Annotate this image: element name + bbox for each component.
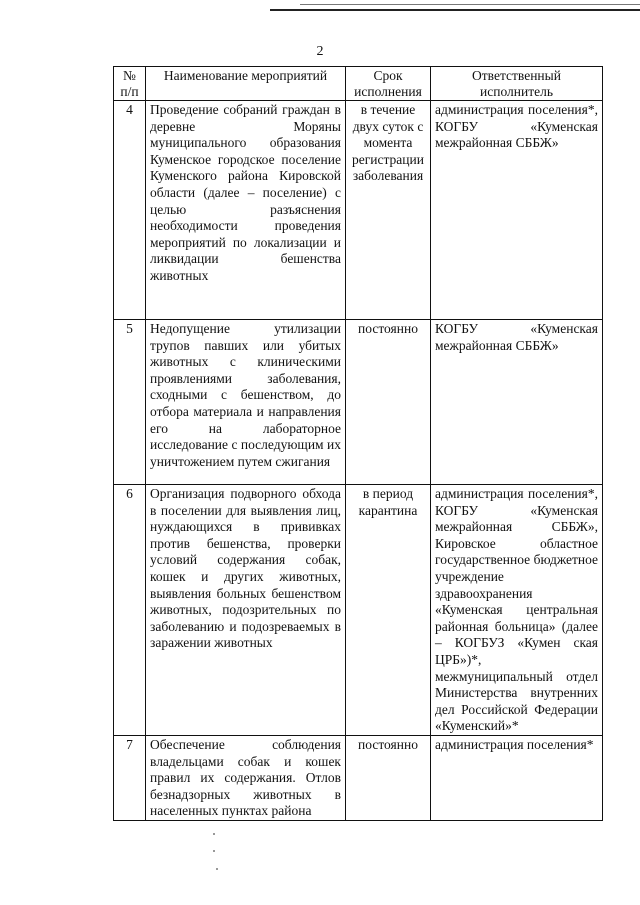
row-term: в течение двух суток с момента регистрации заболевания	[346, 101, 431, 320]
header-num: № п/п	[114, 67, 146, 101]
row-num: 7	[114, 735, 146, 820]
scan-artifact-line	[300, 4, 640, 5]
row-name: Обеспечение соблюдения владельцами собак и кошек правил их содержания. Отлов безнадзорных животных в населенных пунктах района	[146, 735, 346, 820]
table-row	[114, 735, 603, 820]
scan-speck	[216, 868, 218, 870]
header-term: Срок исполнения	[346, 67, 431, 101]
row-term: постоянно	[346, 735, 431, 820]
measures-table	[113, 66, 603, 821]
row-num: 6	[114, 485, 146, 736]
table-row	[114, 485, 603, 736]
row-responsible: администрация поселения*	[431, 735, 603, 820]
header-responsible: Ответственный исполнитель	[431, 67, 603, 101]
row-responsible: администрация поселения*, КОГБУ «Куменская межрайонная СББЖ», Кировское областное государственное бюджетное учреждение здравоохранения «Куменская центральная районная больница» (далее – КОГБУЗ «Кумен ская ЦРБ»)*, межмуниципальный отдел Министерства внутренних дел Российской Федерации «Куменский»*	[431, 485, 603, 736]
row-responsible: КОГБУ «Куменская межрайонная СББЖ»	[431, 320, 603, 485]
row-responsible: администрация поселения*, КОГБУ «Куменская межрайонная СББЖ»	[431, 101, 603, 320]
table-header-row	[114, 67, 603, 101]
header-name: Наименование мероприятий	[146, 67, 346, 101]
row-num: 5	[114, 320, 146, 485]
row-term: в период карантина	[346, 485, 431, 736]
row-name: Недопущение утилизации трупов павших или убитых животных с клиническими проявлениями заболевания, сходными с бешенством, до отбора материала и направления его на лабораторное исследование с последующим их уничтожением путем сжигания	[146, 320, 346, 485]
scan-speck	[213, 833, 215, 835]
scan-artifact-line	[270, 9, 640, 11]
row-num: 4	[114, 101, 146, 320]
table-row	[114, 101, 603, 320]
scan-speck	[213, 850, 215, 852]
row-name: Проведение собраний граждан в деревне Моряны муниципального образования Куменское городское поселение Куменского района Кировской области (далее – поселение) с целью разъяснения необходимости проведения мероприятий по локализации и ликвидации бешенства животных	[146, 101, 346, 320]
row-term: постоянно	[346, 320, 431, 485]
table-row	[114, 320, 603, 485]
page-number: 2	[316, 44, 324, 59]
row-name: Организация подворного обхода в поселении для выявления лиц, нуждающихся в прививках против бешенства, проверки условий содержания собак, кошек и других животных, выявления больных бешенством животных, подозрительных по заболеванию и подозреваемых в заражении животных	[146, 485, 346, 736]
